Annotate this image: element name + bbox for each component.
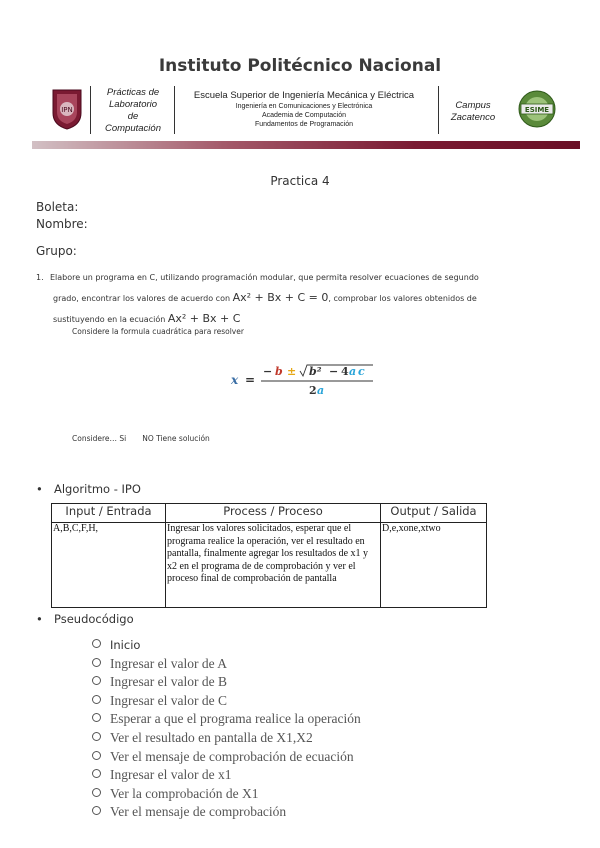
practica-title: Practica 4 (270, 174, 330, 188)
campus-line: Campus (455, 100, 491, 111)
list-item: Ver el resultado en pantalla de X1,X2 (92, 729, 361, 748)
header-divider (90, 86, 91, 134)
column-header: Process / Proceso (166, 504, 381, 523)
pseudocode-list (92, 636, 361, 822)
header-left-line: Laboratorio (108, 99, 158, 110)
circle-bullet-icon (92, 732, 101, 741)
formula-x: x (231, 373, 239, 387)
section-algoritmo (36, 482, 141, 496)
circle-bullet-icon (92, 713, 101, 722)
question-line: , comprobar los valores obtenidos de (328, 294, 477, 303)
list-item: Ver el mensaje de comprobación de ecuación (92, 748, 361, 767)
esime-logo (517, 88, 557, 130)
list-item: Ingresar el valor de C (92, 692, 361, 711)
grupo-label: Grupo: (36, 244, 77, 258)
section-title: Pseudocódigo (54, 612, 134, 626)
circle-bullet-icon (92, 658, 101, 667)
header-divider (174, 86, 175, 134)
formula-a: a (349, 365, 357, 378)
process-cell: Ingresar los valores solicitados, esperar que el programa realice la operación, ver el resultado en pantalla, finalmente agregar los resultados de x1 y x2 en el programa de de comprobación y ver el proceso final de comprobación de pantalla (166, 523, 381, 608)
list-item: Ver la comprobación de X1 (92, 785, 361, 804)
equation: Ax² + Bx + C = 0 (232, 291, 329, 304)
header-right-text (440, 100, 506, 124)
formula-minus: − (263, 365, 273, 378)
header-left-line: Computación (105, 123, 161, 134)
list-item: Ingresar el valor de B (92, 673, 361, 692)
table-header-row (52, 504, 487, 523)
circle-bullet-icon (92, 639, 101, 648)
quadratic-formula (225, 362, 375, 398)
column-header: Output / Salida (381, 504, 487, 523)
circle-bullet-icon (92, 788, 101, 797)
consider-solution-note (72, 434, 210, 443)
bullet-icon: • (36, 612, 43, 626)
list-item: Inicio (92, 636, 361, 655)
nombre-label: Nombre: (36, 217, 88, 231)
header-band (32, 141, 580, 149)
input-cell: A,B,C,F,H, (52, 523, 166, 608)
table-row (52, 523, 487, 608)
formula-plus-minus: ± (287, 365, 297, 378)
formula-c: c (358, 365, 365, 378)
header-left-line: Prácticas de (106, 87, 160, 98)
circle-bullet-icon (92, 769, 101, 778)
consider-note-part: NO Tiene solución (142, 434, 210, 443)
bullet-icon: • (36, 482, 43, 496)
campus-line: Zacatenco (450, 112, 496, 123)
column-header: Input / Entrada (52, 504, 166, 523)
ipo-table (51, 503, 487, 608)
formula-two: 2 (309, 384, 317, 397)
header-divider (438, 86, 439, 134)
header-center-text (178, 90, 430, 129)
question-number: 1. (36, 273, 44, 282)
ipn-logo (50, 87, 84, 131)
header-left-text (92, 87, 174, 135)
question-line: grado, encontrar los valores de acuerdo con (53, 294, 233, 303)
list-item: Esperar a que el programa realice la operación (92, 710, 361, 729)
header-sub-line: Ingeniería en Comunicaciones y Electrónica (235, 103, 373, 110)
formula-minus: − (329, 365, 339, 378)
school-name: Escuela Superior de Ingeniería Mecánica y Eléctrica (193, 90, 415, 101)
header-sub-line: Fundamentos de Programación (254, 121, 354, 128)
formula-four: 4 (341, 365, 349, 378)
formula-a: a (317, 384, 325, 397)
boleta-label: Boleta: (36, 200, 79, 214)
formula-b-squared: b² (309, 365, 322, 378)
question-line: Elabore un programa en C, utilizando programación modular, que permita resolver ecuaciones de segundo (50, 273, 479, 282)
header-sub-line: Academia de Computación (261, 112, 347, 119)
equation: Ax² + Bx + C (167, 312, 241, 325)
list-item: Ingresar el valor de A (92, 655, 361, 674)
institute-title: Instituto Politécnico Nacional (158, 56, 442, 76)
list-item: Ver el mensaje de comprobación (92, 803, 361, 822)
circle-bullet-icon (92, 806, 101, 815)
list-item: Ingresar el valor de x1 (92, 766, 361, 785)
formula-equals: = (245, 373, 256, 387)
section-pseudocodigo (36, 612, 134, 626)
section-title: Algoritmo - IPO (54, 482, 141, 496)
ipn-logo-text: IPN (61, 106, 73, 114)
circle-bullet-icon (92, 676, 101, 685)
circle-bullet-icon (92, 751, 101, 760)
consider-note-part: Considere… Si (72, 434, 127, 443)
circle-bullet-icon (92, 695, 101, 704)
question-line: sustituyendo en la ecuación (53, 315, 168, 324)
header-left-line: de (127, 111, 139, 122)
output-cell: D,e,xone,xtwo (381, 523, 487, 608)
formula-b: b (275, 365, 283, 378)
esime-logo-text: ESIME (524, 106, 550, 114)
consider-note: Considere la formula cuadrática para resolver (72, 327, 244, 336)
question-1 (36, 268, 556, 330)
